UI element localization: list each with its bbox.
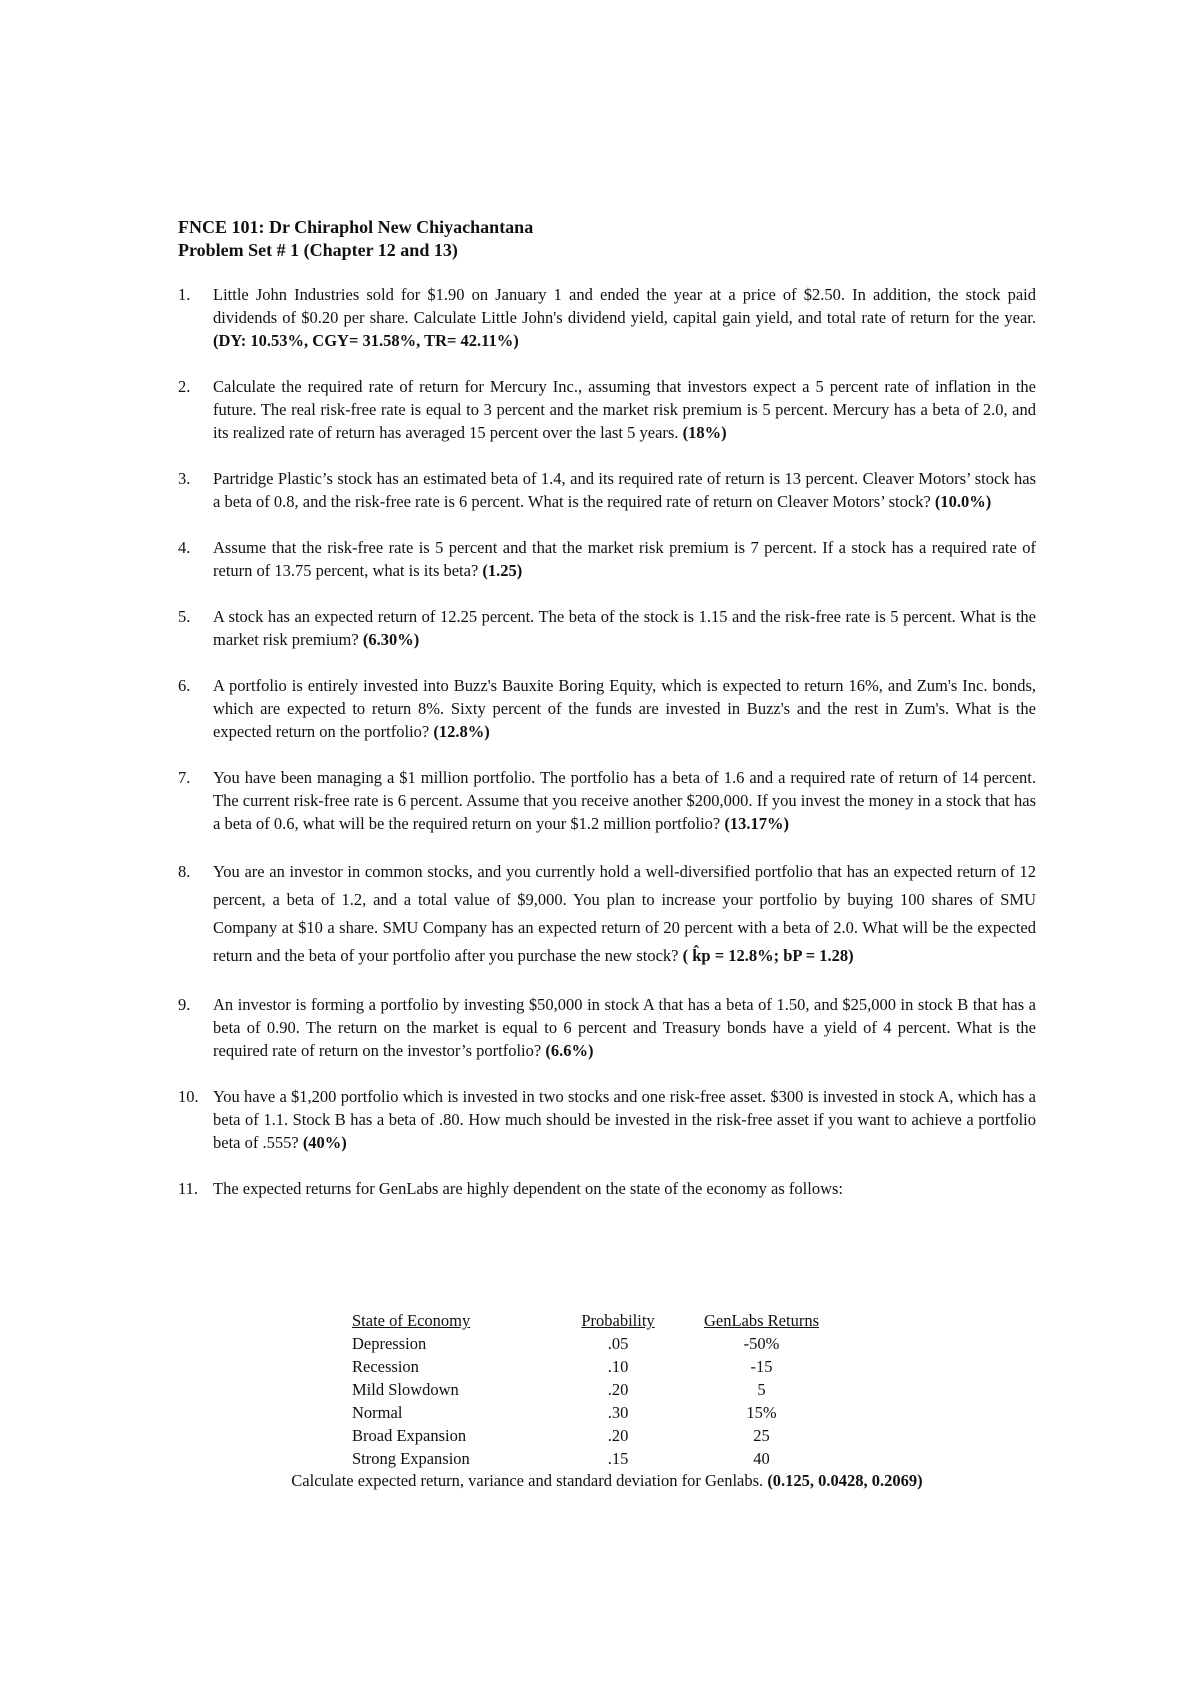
problem-text: A portfolio is entirely invested into Buzz's Bauxite Boring Equity, which is expected to return 16%, and Zum's Inc. bonds, which are expected to return 8%. Sixty percent of the funds are invested in Buzz's and the rest in Zum's. What is the expected return on the portfolio? <box>213 676 1036 741</box>
problem-answer: (6.30%) <box>362 630 420 649</box>
problem-text: A stock has an expected return of 12.25 percent. The beta of the stock is 1.15 and the risk-free rate is 5 percent. What is the market risk premium? <box>213 607 1036 649</box>
table-row <box>352 1447 844 1470</box>
problem-body <box>213 674 1036 743</box>
probability-cell: .10 <box>607 1357 629 1376</box>
problem-body <box>213 993 1036 1062</box>
problem-1 <box>178 283 1036 352</box>
problem-answer: (12.8%) <box>433 722 490 741</box>
probability-cell: .30 <box>607 1403 629 1422</box>
state-cell: Mild Slowdown <box>352 1380 459 1399</box>
problem-text: You have been managing a $1 million portfolio. The portfolio has a beta of 1.6 and a required rate of return of 14 percent. The current risk-free rate is 6 percent. Assume that you receive another $200,000. If you invest the money in a stock that has a beta of 0.6, what will be the required return on your $1.2 million portfolio? <box>213 768 1036 833</box>
probability-cell: .20 <box>607 1426 629 1445</box>
problem-body <box>213 467 1036 513</box>
problem-answer: (10.0%) <box>934 492 992 511</box>
problem-answer: ( k̂p = 12.8%; bP = 1.28) <box>682 946 854 965</box>
problem-answer: (1.25) <box>482 561 523 580</box>
course-title: FNCE 101: Dr Chiraphol New Chiyachantana <box>178 217 534 237</box>
problem-8 <box>178 858 1036 970</box>
document-header <box>178 216 533 262</box>
problem-body <box>213 375 1036 444</box>
state-cell: Recession <box>352 1357 419 1376</box>
problem-number: 4. <box>178 538 191 557</box>
problem-text: You have a $1,200 portfolio which is invested in two stocks and one risk-free asset. $300 is invested in stock A, which has a beta of 1.1. Stock B has a beta of .80. How much should be invested in the risk-free asset if you want to achieve a portfolio beta of .555? <box>213 1087 1036 1152</box>
return-cell: 40 <box>753 1449 770 1468</box>
problem-body <box>213 766 1036 835</box>
table-row <box>352 1424 844 1447</box>
problem-number: 2. <box>178 377 191 396</box>
problem-text: An investor is forming a portfolio by investing $50,000 in stock A that has a beta of 1.50, and $25,000 in stock B that has a beta of 0.90. The return on the market is equal to 6 percent and Treasury bonds have a yield of 4 percent. What is the required rate of return on the investor’s portfolio? <box>213 995 1036 1060</box>
problem-text: Assume that the risk-free rate is 5 percent and that the market risk premium is 7 percent. If a stock has a required rate of return of 13.75 percent, what is its beta? <box>213 538 1036 580</box>
problem-text: Calculate the required rate of return for Mercury Inc., assuming that investors expect a 5 percent rate of inflation in the future. The real risk-free rate is equal to 3 percent and the market risk premium is 5 percent. Mercury has a beta of 2.0, and its realized rate of return has averaged 15 percent over the last 5 years. <box>213 377 1036 442</box>
return-cell: -15 <box>750 1357 773 1376</box>
problem-answer: (DY: 10.53%, CGY= 31.58%, TR= 42.11%) <box>213 331 519 350</box>
probability-cell: .15 <box>607 1449 629 1468</box>
state-cell: Broad Expansion <box>352 1426 467 1445</box>
return-cell: 25 <box>753 1426 770 1445</box>
problem-number: 5. <box>178 607 191 626</box>
problem-answer: (18%) <box>682 423 727 442</box>
problem-number: 1. <box>178 285 191 304</box>
problem-number: 10. <box>178 1087 199 1106</box>
calculation-instruction <box>178 1469 1036 1492</box>
column-header-returns: GenLabs Returns <box>703 1311 820 1330</box>
return-cell: 5 <box>757 1380 766 1399</box>
problem-6 <box>178 674 1036 743</box>
problem-2 <box>178 375 1036 444</box>
problem-text: The expected returns for GenLabs are highly dependent on the state of the economy as follows: <box>213 1179 843 1198</box>
problem-number: 8. <box>178 862 191 881</box>
problem-body <box>213 1085 1036 1154</box>
problem-3 <box>178 467 1036 513</box>
problem-9 <box>178 993 1036 1062</box>
problem-set-title: Problem Set # 1 (Chapter 12 and 13) <box>178 240 458 260</box>
problem-text: Little John Industries sold for $1.90 on January 1 and ended the year at a price of $2.50. In addition, the stock paid dividends of $0.20 per share. Calculate Little John's dividend yield, capital gain yield, and total rate of return for the year. <box>213 285 1036 327</box>
table-row <box>352 1401 844 1424</box>
state-cell: Depression <box>352 1334 427 1353</box>
problem-body <box>213 605 1036 651</box>
problem-4 <box>178 536 1036 582</box>
problem-answer: (6.6%) <box>545 1041 594 1060</box>
problem-body <box>213 1177 1036 1200</box>
problem-11 <box>178 1177 1036 1200</box>
problem-number: 3. <box>178 469 191 488</box>
table-header-row <box>352 1309 844 1332</box>
table-row <box>352 1355 844 1378</box>
economy-returns-table <box>352 1309 844 1470</box>
problem-number: 7. <box>178 768 191 787</box>
problem-10 <box>178 1085 1036 1154</box>
problem-number: 9. <box>178 995 191 1014</box>
problem-5 <box>178 605 1036 651</box>
return-cell: 15% <box>746 1403 777 1422</box>
table-row <box>352 1378 844 1401</box>
problem-number: 6. <box>178 676 191 695</box>
column-header-state: State of Economy <box>352 1311 471 1330</box>
state-cell: Strong Expansion <box>352 1449 470 1468</box>
problem-text: Partridge Plastic’s stock has an estimated beta of 1.4, and its required rate of return is 13 percent. Cleaver Motors’ stock has a beta of 0.8, and the risk-free rate is 6 percent. What is the required rate of return on Cleaver Motors’ stock? <box>213 469 1036 511</box>
probability-cell: .05 <box>607 1334 629 1353</box>
problem-list <box>178 283 1036 1223</box>
probability-cell: .20 <box>607 1380 629 1399</box>
column-header-probability: Probability <box>581 1311 655 1330</box>
calculation-text: Calculate expected return, variance and standard deviation for Genlabs. <box>291 1471 764 1490</box>
state-cell: Normal <box>352 1403 403 1422</box>
return-cell: -50% <box>743 1334 780 1353</box>
problem-body <box>213 283 1036 352</box>
problem-answer: (40%) <box>302 1133 347 1152</box>
problem-body <box>213 536 1036 582</box>
calculation-answer: (0.125, 0.0428, 0.2069) <box>767 1471 923 1490</box>
problem-7 <box>178 766 1036 835</box>
table-row <box>352 1332 844 1355</box>
problem-body <box>213 858 1036 970</box>
problem-text: You are an investor in common stocks, and you currently hold a well-diversified portfolio that has an expected return of 12 percent, a beta of 1.2, and a total value of $9,000. You plan to increase your portfolio by buying 100 shares of SMU Company at $10 a share. SMU Company has an expected return of 20 percent with a beta of 2.0. What will be the expected return and the beta of your portfolio after you purchase the new stock? <box>213 862 1036 965</box>
problem-number: 11. <box>178 1179 199 1198</box>
problem-answer: (13.17%) <box>724 814 789 833</box>
